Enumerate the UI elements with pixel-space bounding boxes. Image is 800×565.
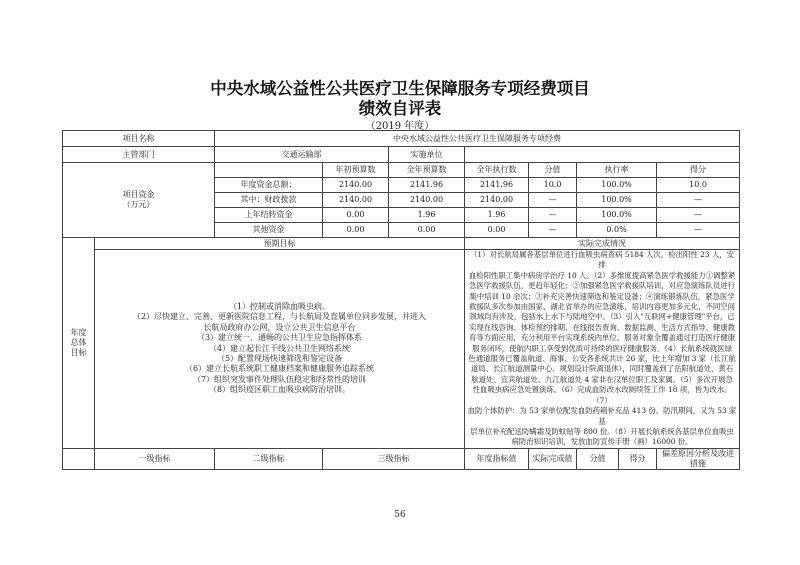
funds-value: 1.96 [465, 208, 529, 223]
actual-results-header: 实际完成情况 [465, 238, 740, 250]
unit-label: 实施单位 [389, 147, 465, 163]
funds-header-3: 全年执行数 [465, 163, 529, 178]
funds-value: 2140.00 [389, 193, 465, 208]
funds-value: 100.0% [577, 193, 657, 208]
actual-results-text: （1）对长航局属各基层单位进行血吸虫病查病 5184 人次，检出阳性 23 人，安排 血检阳性职工集中病房学治疗 10 人。（2）多维度提高紧急医学救援能力①调整紧 急医学救援队伍，更趋年轻化；②加强紧急医学救援队培训，对应急演练队员进行 集中培训 10 余次；③补充完善快速筛选和鉴定设备；④演练锻炼队伍，紧急医学 救援队多次参加由国家、湖北省举办的应急演练，培训内容更加多元化，不同空间 领域均有涉及，包括水上水下与陆地空中。（3）引入"互联网+健康管理"平台，已 实现在线咨询、体检预约排期、在线报告查询、数据监测、生活方式指导、健康教 育等方面应用，充分利用平台实现系统内单位、服务对象全覆盖通过打造医疗健康 服务闭环，使航内职工享受到优质可持续的医疗健康服务。（4）长航系统就医绿 色通道服务已覆盖航道、海事、公安各系统共计 26 家，比上年增加 3 家（长江航 道局、长江航道测量中心、规划设计院离退休），同时覆盖到了岳阳航道处、黄石 航道处、宜宾航道处、九江航道处 4 家非在汉单位职工及家属。（5）多次开展急 性血吸虫病应急处置演练。（6）完成血防改水改厕续签工作 18 项，皆为改水。（7） 血防个体防护：为 53 家单位配发血防药箱补充品 413 份。防汛期间，又为 53 家基 层单位补充配送防螨霜及防蚊贴等 800 份。（8）开展长航系统各基层单位血吸虫 病防治知识培训，发放血防宣传手册（画）16000 份。 [465, 250, 740, 449]
project-name-label: 项目名称 [63, 131, 215, 147]
dept-value: 交通运输部 [215, 147, 389, 163]
document-title: 中央水域公益性公共医疗卫生保障服务专项经费项目 [210, 79, 590, 98]
funds-row-label: 上年结转资金 [215, 208, 323, 223]
indicator-score: 得分 [619, 448, 657, 469]
project-name-row [63, 131, 740, 147]
funds-value: 2141.96 [389, 178, 465, 193]
unit-value [465, 147, 740, 163]
expected-goals-text: （1）控制或消除血吸虫病。 （2）尽快建立、完善、更新医院信息工程，与长航局及直属单位同步发展，并进入 长航局政府办公网，设立公共卫生信息平台 （3）建立统一、通畅的公共卫生应急指挥体系 （4）建立起长江干线公共卫生网络系统 （5）配置现场快速筛选和鉴定设备 （6）建立长航系统职工健康档案和健康服务追踪系统 （7）组织突发事件处理队伍稳定和经常性的培训 （8）组织疫区职工血吸虫病防治培训。 [95, 250, 465, 449]
funds-value: 100.0% [577, 208, 657, 223]
document-subtitle: 绩效自评表 [358, 99, 442, 118]
page-number: 56 [394, 510, 406, 520]
expected-goals-header: 预期目标 [95, 238, 465, 250]
funds-value: 0.00 [389, 223, 465, 238]
funds-value: 1.96 [389, 208, 465, 223]
indicator-actual-value: 实际完成值 [529, 448, 577, 469]
funds-header-1: 年初预算数 [323, 163, 389, 178]
funds-header-6: 得分 [657, 163, 740, 178]
goals-header-row [63, 238, 740, 250]
funds-value: — [657, 208, 740, 223]
funds-value: 2140.00 [323, 178, 389, 193]
project-name-value: 中央水域公益性公共医疗卫生保障服务专项经费 [215, 131, 740, 147]
funds-header-5: 执行率 [577, 163, 657, 178]
funds-value: 100.0% [577, 178, 657, 193]
evaluation-table [62, 130, 740, 470]
report-year: （2019 年度） [365, 121, 435, 132]
funds-header-4: 分值 [529, 163, 577, 178]
indicator-annual-value: 年度指标值 [465, 448, 529, 469]
funds-value: — [657, 223, 740, 238]
indicator-header-row [63, 448, 740, 469]
funds-header-empty [215, 163, 323, 178]
department-row [63, 147, 740, 163]
funds-label-line2: （万元） [122, 200, 155, 209]
annual-goals-label: 年度 总体 目标 [63, 238, 95, 449]
funds-value: 2140.00 [323, 193, 389, 208]
funds-value: 0.00 [465, 223, 529, 238]
funds-value: — [529, 208, 577, 223]
indicator-spacer [63, 448, 95, 469]
dept-label: 主管部门 [63, 147, 215, 163]
funds-label-line1: 项目资金 [122, 190, 155, 199]
funds-row-label: 年度资金总额： [215, 178, 323, 193]
indicator-level1: 一级指标 [95, 448, 215, 469]
funds-value: 0.0% [577, 223, 657, 238]
indicator-score-weight: 分值 [577, 448, 619, 469]
funds-value: 10.0 [529, 178, 577, 193]
funds-value: — [657, 193, 740, 208]
funds-value: 0.00 [323, 208, 389, 223]
indicator-level3: 三级指标 [323, 448, 465, 469]
funds-value: — [529, 223, 577, 238]
indicator-deviation: 偏差原因分析及改进措施 [657, 448, 740, 469]
funds-value: 2141.96 [465, 178, 529, 193]
funds-row-label: 其他资金 [215, 223, 323, 238]
funds-label [63, 163, 215, 238]
goals-content-row [63, 250, 740, 449]
funds-value: — [529, 193, 577, 208]
funds-header-row [63, 163, 740, 178]
funds-header-2: 全年预算数 [389, 163, 465, 178]
funds-row-label: 其中：财政拨款 [215, 193, 323, 208]
indicator-level2: 二级指标 [215, 448, 323, 469]
funds-value: 2140.00 [465, 193, 529, 208]
funds-value: 10.0 [657, 178, 740, 193]
funds-value: 0.00 [323, 223, 389, 238]
